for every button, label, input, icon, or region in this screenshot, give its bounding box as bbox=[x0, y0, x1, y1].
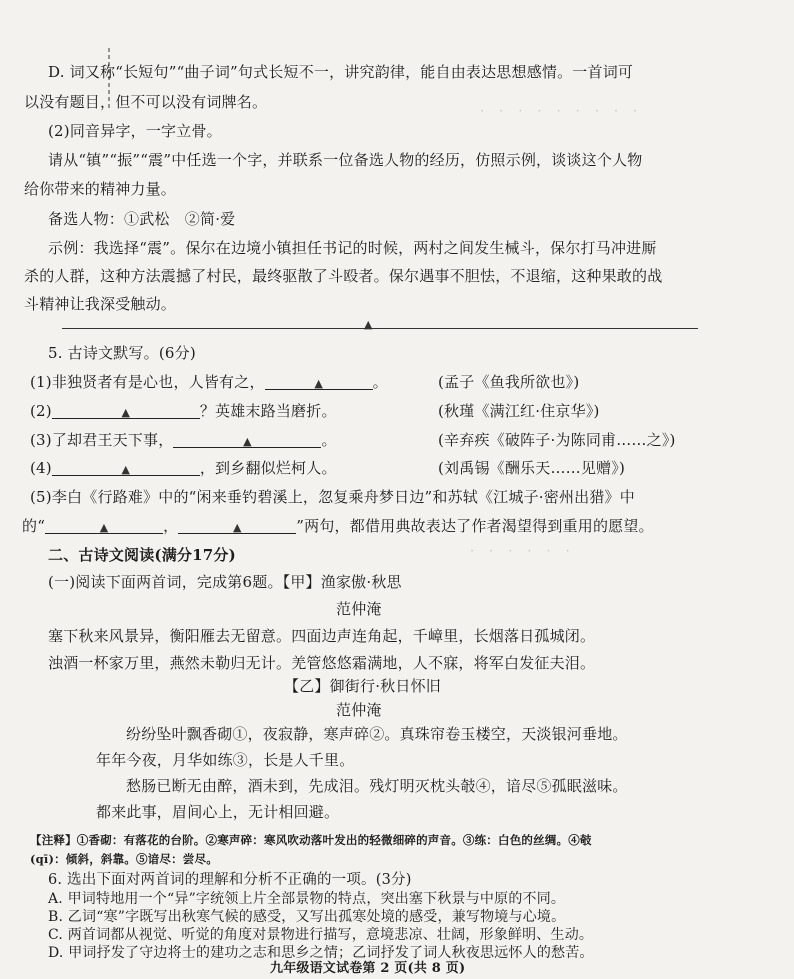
q5-item4-source: (刘禹锡《酬乐天……见赠》) bbox=[438, 459, 626, 477]
example-line3: 斗精神让我深受触动。 bbox=[24, 295, 177, 313]
q4-2-prompt-line1: 请从“镇”“振”“震”中任选一个字，并联系一位备选人物的经历，仿照示例，谈谈这个人物 bbox=[48, 151, 643, 169]
q5-item3: (3)了却君王天下事， ▲ 。 bbox=[30, 431, 337, 449]
poem-b-line1: 纷纷坠叶飘香砌①，夜寂静，寒声碎②。真珠帘卷玉楼空，天淡银河垂地。 bbox=[126, 725, 628, 743]
option-d-line2: 以没有题目，但不可以没有词牌名。 bbox=[24, 93, 268, 111]
q6-option-d[interactable]: D. 甲词抒发了守边将士的建功之志和思乡之情；乙词抒发了词人秋夜思远怀人的愁苦。 bbox=[48, 945, 594, 961]
q5-item2-source: (秋瑾《满江红·住京华》) bbox=[438, 402, 600, 420]
q4-2-heading: (2)同音异字，一字立骨。 bbox=[48, 122, 222, 140]
section2-heading: 二、古诗文阅读(满分17分) bbox=[48, 546, 236, 564]
q5-item2: (2) ▲ ？英雄末路当磨折。 bbox=[30, 402, 337, 420]
page-footer: 九年级语文试卷第 2 页(共 8 页) bbox=[270, 961, 466, 976]
fill-blank[interactable]: ▲ bbox=[173, 433, 321, 448]
q5-item1-source: (孟子《鱼我所欲也》) bbox=[438, 373, 580, 391]
candidate-characters: 备选人物：①武松 ②简·爱 bbox=[48, 210, 236, 228]
section2-subheading: (一)阅读下面两首词，完成第6题。【甲】渔家傲·秋思 bbox=[48, 573, 402, 591]
fill-blank[interactable]: ▲ bbox=[45, 519, 163, 534]
q5-item5-line2: 的“ ▲ ， ▲ ”两句，都借用典故表达了作者渴望得到重用的愿望。 bbox=[22, 517, 654, 535]
poem-a-line1: 塞下秋来风景异，衡阳雁去无留意。四面边声连角起，千嶂里，长烟落日孤城闭。 bbox=[48, 627, 596, 645]
poem-b-author: 范仲淹 bbox=[336, 701, 382, 719]
fill-blank[interactable]: ▲ bbox=[52, 461, 200, 476]
fill-blank[interactable]: ▲ bbox=[52, 404, 200, 419]
poem-b-line2: 年年今夜，月华如练③，长是人千里。 bbox=[96, 751, 355, 769]
q6-option-a[interactable]: A. 甲词特地用一个“异”字统领上片全部景物的特点，突出塞下秋景与中原的不同。 bbox=[48, 891, 566, 907]
answer-marker: ▲ bbox=[364, 318, 373, 331]
fill-blank[interactable]: ▲ bbox=[265, 375, 373, 390]
answer-line bbox=[62, 328, 698, 329]
example-line2: 杀的人群，这种方法震撼了村民，最终驱散了斗殴者。保尔遇事不胆怯，不退缩，这种果敢的战 bbox=[24, 267, 663, 285]
bleed-through-text: · · · · · · · · · bbox=[480, 104, 639, 119]
q4-2-prompt-line2: 给你带来的精神力量。 bbox=[24, 180, 177, 198]
q6-option-b[interactable]: B. 乙词“寒”字既写出秋寒气候的感受，又写出孤寒处境的感受，兼写物境与心境。 bbox=[48, 909, 566, 925]
q5-item4: (4) ▲ ，到乡翻似烂柯人。 bbox=[30, 459, 337, 477]
poem-a-author: 范仲淹 bbox=[336, 600, 382, 618]
q5-item1: (1)非独贤者有是心也，人皆有之， ▲ 。 bbox=[30, 373, 388, 391]
q6-option-c[interactable]: C. 两首词都从视觉、听觉的角度对景物进行描写，意境悲凉、壮阔，形象鲜明、生动。 bbox=[48, 927, 594, 943]
q5-item3-source: (辛弃疾《破阵子·为陈同甫……之》) bbox=[438, 431, 676, 449]
poem-b-title: 【乙】御街行·秋日怀旧 bbox=[284, 677, 441, 695]
fill-blank[interactable]: ▲ bbox=[178, 519, 296, 534]
poem-b-line4: 都来此事，眉间心上，无计相回避。 bbox=[96, 803, 340, 821]
q5-heading: 5. 古诗文默写。(6分) bbox=[48, 344, 196, 362]
option-d-line1: D. 词又称“长短句”“曲子词”句式长短不一，讲究韵律，能自由表达思想感情。一首词可 bbox=[48, 63, 634, 81]
notes-line2: (qī)：倾斜，斜靠。⑤谙尽：尝尽。 bbox=[30, 852, 218, 866]
bleed-through-text: · · · · · · bbox=[470, 544, 571, 559]
q5-item5-line1: (5)李白《行路难》中的“闲来垂钓碧溪上，忽复乘舟梦日边”和苏轼《江城子·密州出猎》中 bbox=[30, 488, 635, 506]
example-line1: 示例：我选择“震”。保尔在边境小镇担任书记的时候，两村之间发生械斗，保尔打马冲进厮 bbox=[48, 239, 657, 257]
q6-stem: 6. 选出下面对两首词的理解和分析不正确的一项。(3分) bbox=[48, 872, 412, 888]
poem-b-line3: 愁肠已断无由醉，酒未到，先成泪。残灯明灭枕头攲④，谙尽⑤孤眠滋味。 bbox=[126, 777, 628, 795]
poem-a-line2: 浊酒一杯家万里，燕然未勒归无计。羌管悠悠霜满地，人不寐，将军白发征夫泪。 bbox=[48, 654, 596, 672]
notes-line1: 【注释】①香砌：有落花的台阶。②寒声碎：寒风吹动落叶发出的轻微细碎的声音。③练：白色的丝绸。④攲 bbox=[30, 833, 592, 847]
